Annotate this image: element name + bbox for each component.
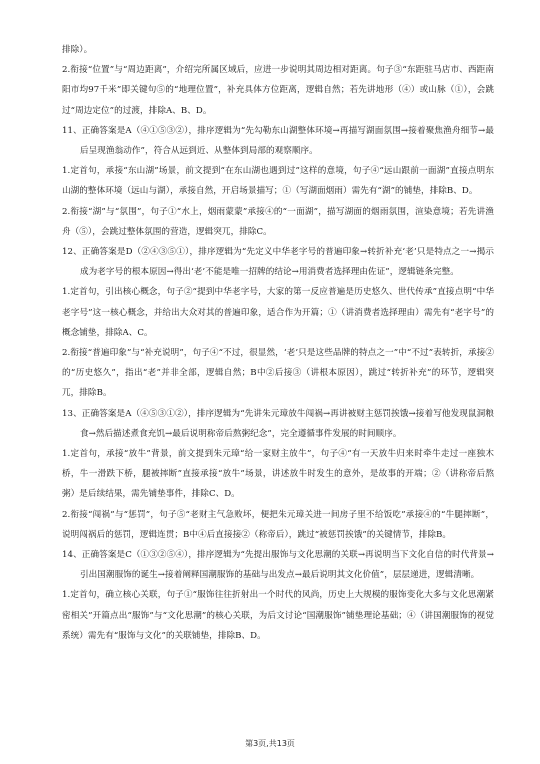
paragraph-q13-point2: 2.衔接“闯祸”与“惩罚”，句子⑤“老财主气急败坏，便把朱元璋关进一间房子里不给饭吃”承接④的“牛腿摔断”，说明闯祸后的惩罚，逻辑连贯；B中④后直接接②（称帝后），跳过“被惩罚挨饿”的关键情节，排除B。 [62,509,494,540]
question-11-answer: 11、正确答案是A（④①⑤③②），排序逻辑为“先勾勒东山湖整体环境→再描写湖面氛围→接着聚焦渔舟细节→最后呈现渔翁动作”，符合从远到近、从整体到局部的观察顺序。 [62,125,494,157]
paragraph-q13-point1: 1.定首句，承接“放牛”背景，前文提到朱元璋“给一家财主放牛”，句子④“有一天放牛归来时牵牛走过一座独木桥，牛一滑跌下桥，腿被摔断”直接承接“放牛”场景，讲述放牛时发生的意外，是故事的开端；②（讲称帝后熬粥）是后续结果，需先铺垫事件，排除C、D。 [62,449,494,500]
paragraph-q11-point1: 1.定首句，承接“东山湖”场景，前文提到“在东山湖也遇到过”这样的意境，句子④“远山跟前一面湖”直接点明东山湖的整体环境（远山与湖），承接自然，开启场景描写；①（写湖面烟雨）需先有“湖”的铺垫，排除B、D。 [62,166,494,197]
question-14-answer: 14、正确答案是C（①③②⑤④），排序逻辑为“先提出服饰与文化思潮的关联→再说明当下文化自信的时代背景→引出国潮服饰的诞生→接着阐释国潮服饰的基础与出发点→最后说明其文化价值”，层层递进，逻辑清晰。 [62,550,494,581]
paragraph-q12-point1: 1.定首句，引出核心概念，句子②“提到中华老字号，大家的第一反应普遍是历史悠久、世代传承”直接点明“中华老字号”这一核心概念，并给出大众对其的普遍印象，适合作为开篇；①（讲消费者选择理由）需先有“老字号”的概念铺垫，排除A、C。 [62,287,494,338]
paragraph-q11-point2: 2.衔接“湖”与“氛围”，句子①“水上，烟雨蒙蒙”承接④的“一面湖”，描写湖面的烟雨氛围，渲染意境；若先讲渔舟（⑤），会跳过整体氛围的营造，逻辑突兀，排除C。 [62,206,494,237]
paragraph-q10-point2: 2.衔接“位置”与“周边距离”，介绍完所属区域后，应进一步说明其周边相对距离。句子③“东距驻马店市、西距南阳市均97千米”即关键句⑤的“地理位置”，补充具体方位距离，逻辑自然；若先讲地形（④）或山脉（①），会跳过“周边定位”的过渡，排除A、B、D。 [62,65,494,116]
answer-explanations [62,40,494,646]
page-number: 第3页,共13页 [245,739,295,748]
question-12-answer: 12、正确答案是D（②④③⑤①），排序逻辑为“先定义中华老字号的普遍印象→转折补充‘老’只是特点之一→揭示成为老字号的根本原因→得出‘老’不能是唯一招牌的结论→用消费者选择理由佐证”，逻辑链条完整。 [62,247,494,278]
question-13-answer: 13、正确答案是A（④⑤③①②），排序逻辑为“先讲朱元璋放牛闯祸→再讲被财主惩罚挨饿→接着写他发现鼠洞粮食→然后描述煮食充饥→最后说明称帝后熬粥纪念”，完全遵循事件发展的时间顺序。 [62,408,494,439]
paragraph-q12-point2: 2.衔接“普遍印象”与“补充说明”，句子④“不过，很显然，‘老’只是这些品牌的特点之一”中“不过”表转折，承接②的“历史悠久”，指出“老”并非全部，逻辑自然；B中②后接③（讲根本原因），跳过“转折补充”的环节，逻辑突兀，排除B。 [62,348,494,399]
paragraph-q14-point1: 1.定首句，确立核心关联，句子①“服饰往往折射出一个时代的风尚，历史上大规模的服饰变化大多与文化思潮紧密相关”开篇点出“服饰”与“文化思潮”的核心关联，为后文讨论“国潮服饰”铺垫理论基础；④（讲国潮服饰的视觉系统）需先有“服饰与文化”的关联铺垫，排除B、D。 [62,590,494,641]
paragraph-continuation: 排除）。 [62,45,93,55]
